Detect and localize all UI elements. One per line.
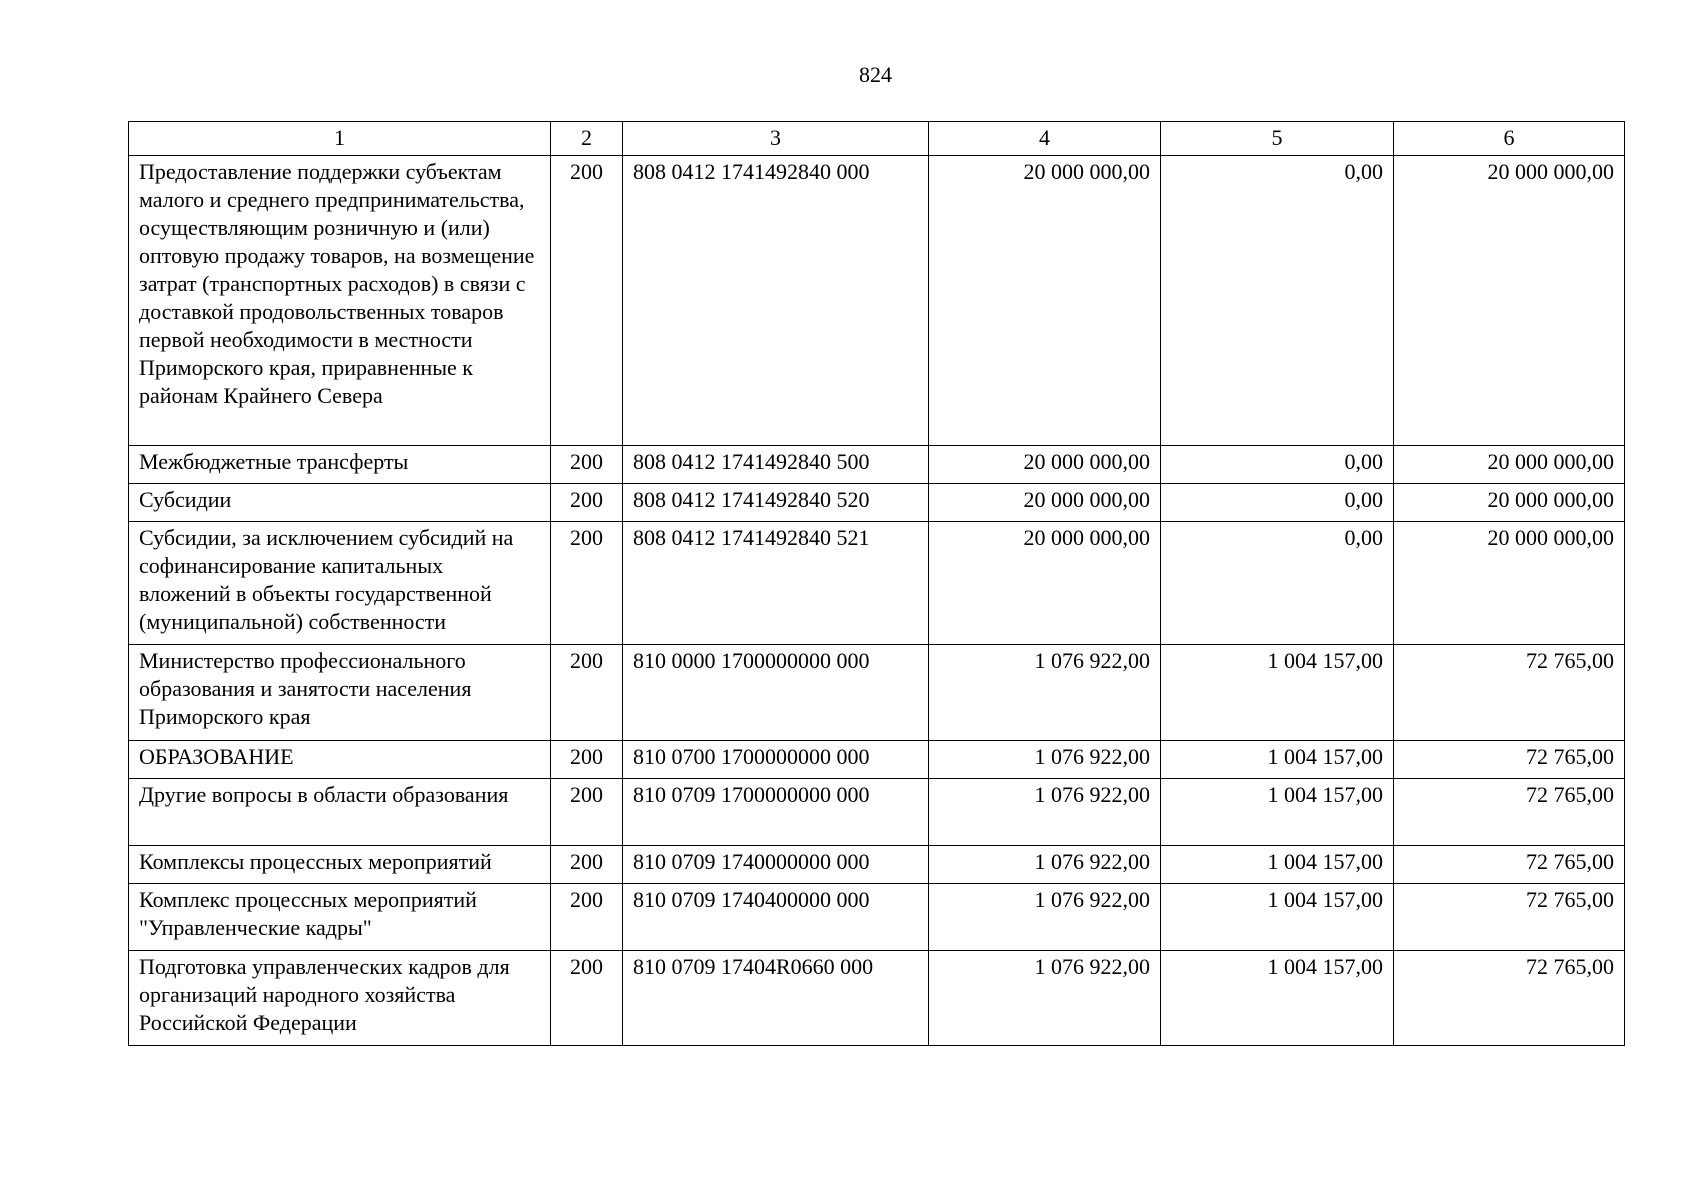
row-col4: 1 076 922,00 bbox=[929, 645, 1161, 741]
row-status: 200 bbox=[551, 779, 623, 846]
row-name: Предоставление поддержки субъектам малого и среднего предпринимательства, осуществляющим розничную и (или) оптовую продажу товаров, на возмещение затрат (транспортных расходов) в связи с доставкой продовольственных товаров первой необходимости в местности Приморского края, приравненные к районам Крайнего Севера bbox=[129, 156, 551, 446]
column-header-4: 4 bbox=[929, 122, 1161, 156]
row-col6: 72 765,00 bbox=[1394, 846, 1625, 884]
row-col4: 1 076 922,00 bbox=[929, 741, 1161, 779]
row-col4: 1 076 922,00 bbox=[929, 951, 1161, 1046]
column-header-6: 6 bbox=[1394, 122, 1625, 156]
budget-table bbox=[128, 121, 1625, 1046]
row-col6: 72 765,00 bbox=[1394, 741, 1625, 779]
row-name: Подготовка управленческих кадров для организаций народного хозяйства Российской Федерации bbox=[129, 951, 551, 1046]
row-col6: 72 765,00 bbox=[1394, 645, 1625, 741]
row-col6: 20 000 000,00 bbox=[1394, 156, 1625, 446]
row-code: 808 0412 1741492840 500 bbox=[623, 446, 929, 484]
row-name: Комплексы процессных мероприятий bbox=[129, 846, 551, 884]
row-col6: 72 765,00 bbox=[1394, 779, 1625, 846]
table-row bbox=[129, 741, 1625, 779]
row-name: Межбюджетные трансферты bbox=[129, 446, 551, 484]
row-name: Субсидии bbox=[129, 484, 551, 522]
row-col6: 20 000 000,00 bbox=[1394, 484, 1625, 522]
row-code: 810 0709 17404R0660 000 bbox=[623, 951, 929, 1046]
row-name: Другие вопросы в области образования bbox=[129, 779, 551, 846]
row-name: Комплекс процессных мероприятий "Управленческие кадры" bbox=[129, 884, 551, 951]
column-header-2: 2 bbox=[551, 122, 623, 156]
row-col4: 20 000 000,00 bbox=[929, 446, 1161, 484]
column-header-5: 5 bbox=[1161, 122, 1394, 156]
row-code: 810 0709 1740000000 000 bbox=[623, 846, 929, 884]
row-status: 200 bbox=[551, 484, 623, 522]
row-col6: 20 000 000,00 bbox=[1394, 522, 1625, 645]
row-col6: 20 000 000,00 bbox=[1394, 446, 1625, 484]
row-status: 200 bbox=[551, 846, 623, 884]
row-col5: 0,00 bbox=[1161, 156, 1394, 446]
row-status: 200 bbox=[551, 741, 623, 779]
row-col4: 1 076 922,00 bbox=[929, 884, 1161, 951]
row-code: 810 0000 1700000000 000 bbox=[623, 645, 929, 741]
table-row bbox=[129, 522, 1625, 645]
header-row bbox=[129, 122, 1625, 156]
row-col5: 1 004 157,00 bbox=[1161, 645, 1394, 741]
row-code: 808 0412 1741492840 521 bbox=[623, 522, 929, 645]
row-col5: 1 004 157,00 bbox=[1161, 951, 1394, 1046]
table-row bbox=[129, 484, 1625, 522]
row-col6: 72 765,00 bbox=[1394, 884, 1625, 951]
row-status: 200 bbox=[551, 951, 623, 1046]
row-status: 200 bbox=[551, 156, 623, 446]
row-status: 200 bbox=[551, 645, 623, 741]
table-row bbox=[129, 645, 1625, 741]
row-col4: 1 076 922,00 bbox=[929, 846, 1161, 884]
row-col5: 0,00 bbox=[1161, 446, 1394, 484]
row-col5: 0,00 bbox=[1161, 484, 1394, 522]
row-col6: 72 765,00 bbox=[1394, 951, 1625, 1046]
row-code: 808 0412 1741492840 000 bbox=[623, 156, 929, 446]
row-col5: 1 004 157,00 bbox=[1161, 741, 1394, 779]
row-status: 200 bbox=[551, 446, 623, 484]
column-header-3: 3 bbox=[623, 122, 929, 156]
row-status: 200 bbox=[551, 884, 623, 951]
row-name: ОБРАЗОВАНИЕ bbox=[129, 741, 551, 779]
row-code: 810 0709 1740400000 000 bbox=[623, 884, 929, 951]
table-row bbox=[129, 156, 1625, 446]
table-row bbox=[129, 884, 1625, 951]
table-row bbox=[129, 779, 1625, 846]
row-col5: 0,00 bbox=[1161, 522, 1394, 645]
row-status: 200 bbox=[551, 522, 623, 645]
page-number: 824 bbox=[859, 62, 892, 87]
table-row bbox=[129, 446, 1625, 484]
row-col4: 1 076 922,00 bbox=[929, 779, 1161, 846]
row-code: 810 0709 1700000000 000 bbox=[623, 779, 929, 846]
row-name: Субсидии, за исключением субсидий на софинансирование капитальных вложений в объекты государственной (муниципальной) собственности bbox=[129, 522, 551, 645]
row-code: 808 0412 1741492840 520 bbox=[623, 484, 929, 522]
row-col5: 1 004 157,00 bbox=[1161, 884, 1394, 951]
row-code: 810 0700 1700000000 000 bbox=[623, 741, 929, 779]
row-col4: 20 000 000,00 bbox=[929, 484, 1161, 522]
row-name: Министерство профессионального образования и занятости населения Приморского края bbox=[129, 645, 551, 741]
row-col4: 20 000 000,00 bbox=[929, 522, 1161, 645]
table-row bbox=[129, 951, 1625, 1046]
row-col5: 1 004 157,00 bbox=[1161, 846, 1394, 884]
column-header-1: 1 bbox=[129, 122, 551, 156]
table-row bbox=[129, 846, 1625, 884]
row-col5: 1 004 157,00 bbox=[1161, 779, 1394, 846]
row-col4: 20 000 000,00 bbox=[929, 156, 1161, 446]
